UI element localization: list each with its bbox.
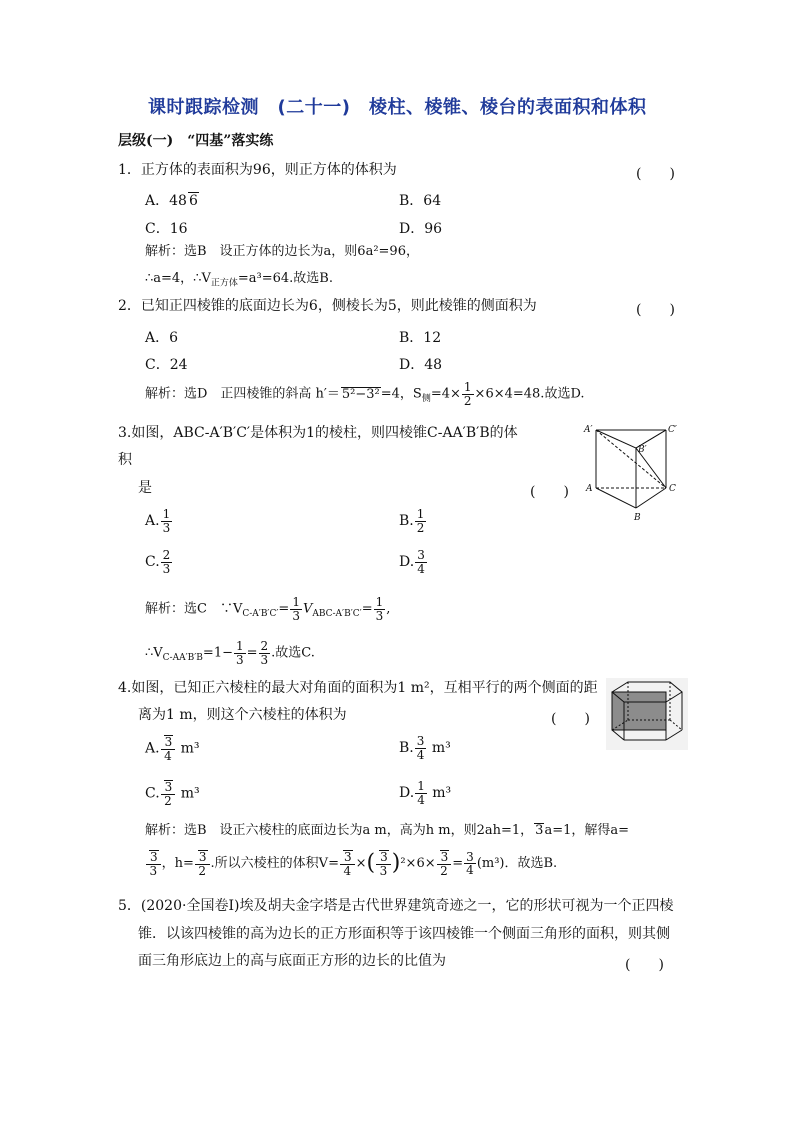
q1-option-d: D．96 [399, 221, 443, 237]
q2-option-b: B．12 [399, 330, 442, 346]
label-a: A [586, 484, 593, 494]
q2-stem: 2．已知正四棱锥的底面边长为6，侧棱长为5，则此棱锥的侧面积为 [118, 298, 537, 314]
label-a-prime: A′ [584, 425, 593, 435]
q1-solution-line1: 解析：选B 设正方体的边长为a，则6a²=96， [145, 244, 419, 259]
q4-option-c: C. $\frac{3}{2}$ m³ [145, 780, 200, 808]
q3-solution-line2: $\therefore V_{C-AA'B'B}=1-$ $\frac{1}{3}$ = $\frac{2}{3}$ .故选C. [145, 639, 315, 667]
prism-figure [580, 420, 690, 528]
q5-stem-line1: 5．(2020·全国卷Ⅰ)埃及胡夫金字塔是古代世界建筑奇迹之一，它的形状可视为一个正四棱 [118, 898, 674, 914]
q1-option-b: B．64 [399, 193, 442, 209]
q4-solution-line1: 解析：选B 设正六棱柱的底面边长为a m，高为h m，则2ah=1， 3a=1，解得a= [145, 823, 629, 838]
q4-option-d: D. $\frac{1}{4}$ m³ [399, 779, 452, 807]
q5-stem-line3: 面三角形底边上的高与底面正方形的边长的比值为 [138, 953, 446, 969]
q1-solution-line2: ∴a=4，$\therefore V_{正方体}=a^3=64$.故选B. [145, 271, 333, 289]
label-b: B [634, 513, 641, 523]
q3-solution-line1: 解析：选C $\because V_{C-A'B'C'}=$ $\frac{1}{3}$ $V_{ABC-A'B'C'}=$ $\frac{1}{3}$ , [145, 595, 391, 623]
q5-answer-blank: ( ) [625, 957, 664, 973]
q4-stem-line1: 4.如图，已知正六棱柱的最大对角面的面积为1 m²，互相平行的两个侧面的距 [118, 680, 598, 696]
q3-option-a: A. $\frac{1}{3}$ [145, 507, 171, 535]
q2-option-a: A．6 [145, 330, 179, 346]
label-b-prime: B′ [638, 445, 647, 455]
q2-answer-blank: ( ) [636, 302, 675, 318]
q4-option-a: A. $\frac{3}{4}$ m³ [145, 735, 200, 763]
q3-option-b: B. $\frac{1}{2}$ [399, 507, 425, 535]
q1-answer-blank: ( ) [636, 166, 675, 182]
q2-solution: 解析：选D 正四棱锥的斜高 h′＝ 5²−3²=4，$S_侧=4\times$ $\frac{1}{2}$ ×6×4=48.故选D. [145, 380, 585, 408]
q3-stem-line1: 3.如图，ABC-A′B′C′是体积为1的棱柱，则四棱锥C-AA′B′B的体 [118, 425, 518, 441]
q3-option-d: D. $\frac{3}{4}$ [399, 548, 425, 576]
hex-prism-figure [606, 678, 688, 750]
q4-stem-line2: 离为1 m，则这个六棱柱的体积为 [138, 707, 347, 723]
q4-answer-blank: ( ) [551, 711, 590, 727]
q4-solution-line2: $\frac{3}{3}$ ，h= $\frac{3}{2}$ .所以六棱柱的体积V= $\frac{3}{4}$ ×( $\frac{3}{3}$ )²×6× $\frac{3}{2}$ = $\frac{3}{4}$ (m³)．故选B. [145, 850, 557, 877]
q1-option-c: C．16 [145, 221, 188, 237]
q1-option-a: A．48 6 [145, 193, 198, 209]
label-c: C [669, 484, 676, 494]
q1-stem: 1．正方体的表面积为96，则正方体的体积为 [118, 162, 397, 178]
q2-option-c: C．24 [145, 357, 188, 373]
q2-option-d: D．48 [399, 357, 443, 373]
q3-option-c: C. $\frac{2}{3}$ [145, 548, 171, 576]
page-title: 课时跟踪检测 (二十一) 棱柱、棱锥、棱台的表面积和体积 [148, 97, 647, 118]
level-heading: 层级(一) “四基”落实练 [118, 133, 274, 149]
q4-option-b: B. $\frac{3}{4}$ m³ [399, 734, 451, 762]
q3-stem-line3: 是 [138, 480, 152, 496]
q5-stem-line2: 锥．以该四棱锥的高为边长的正方形面积等于该四棱锥一个侧面三角形的面积，则其侧 [138, 926, 670, 942]
label-c-prime: C′ [668, 425, 677, 435]
q3-stem-line2: 积 [118, 452, 132, 468]
q3-answer-blank: ( ) [530, 484, 569, 500]
